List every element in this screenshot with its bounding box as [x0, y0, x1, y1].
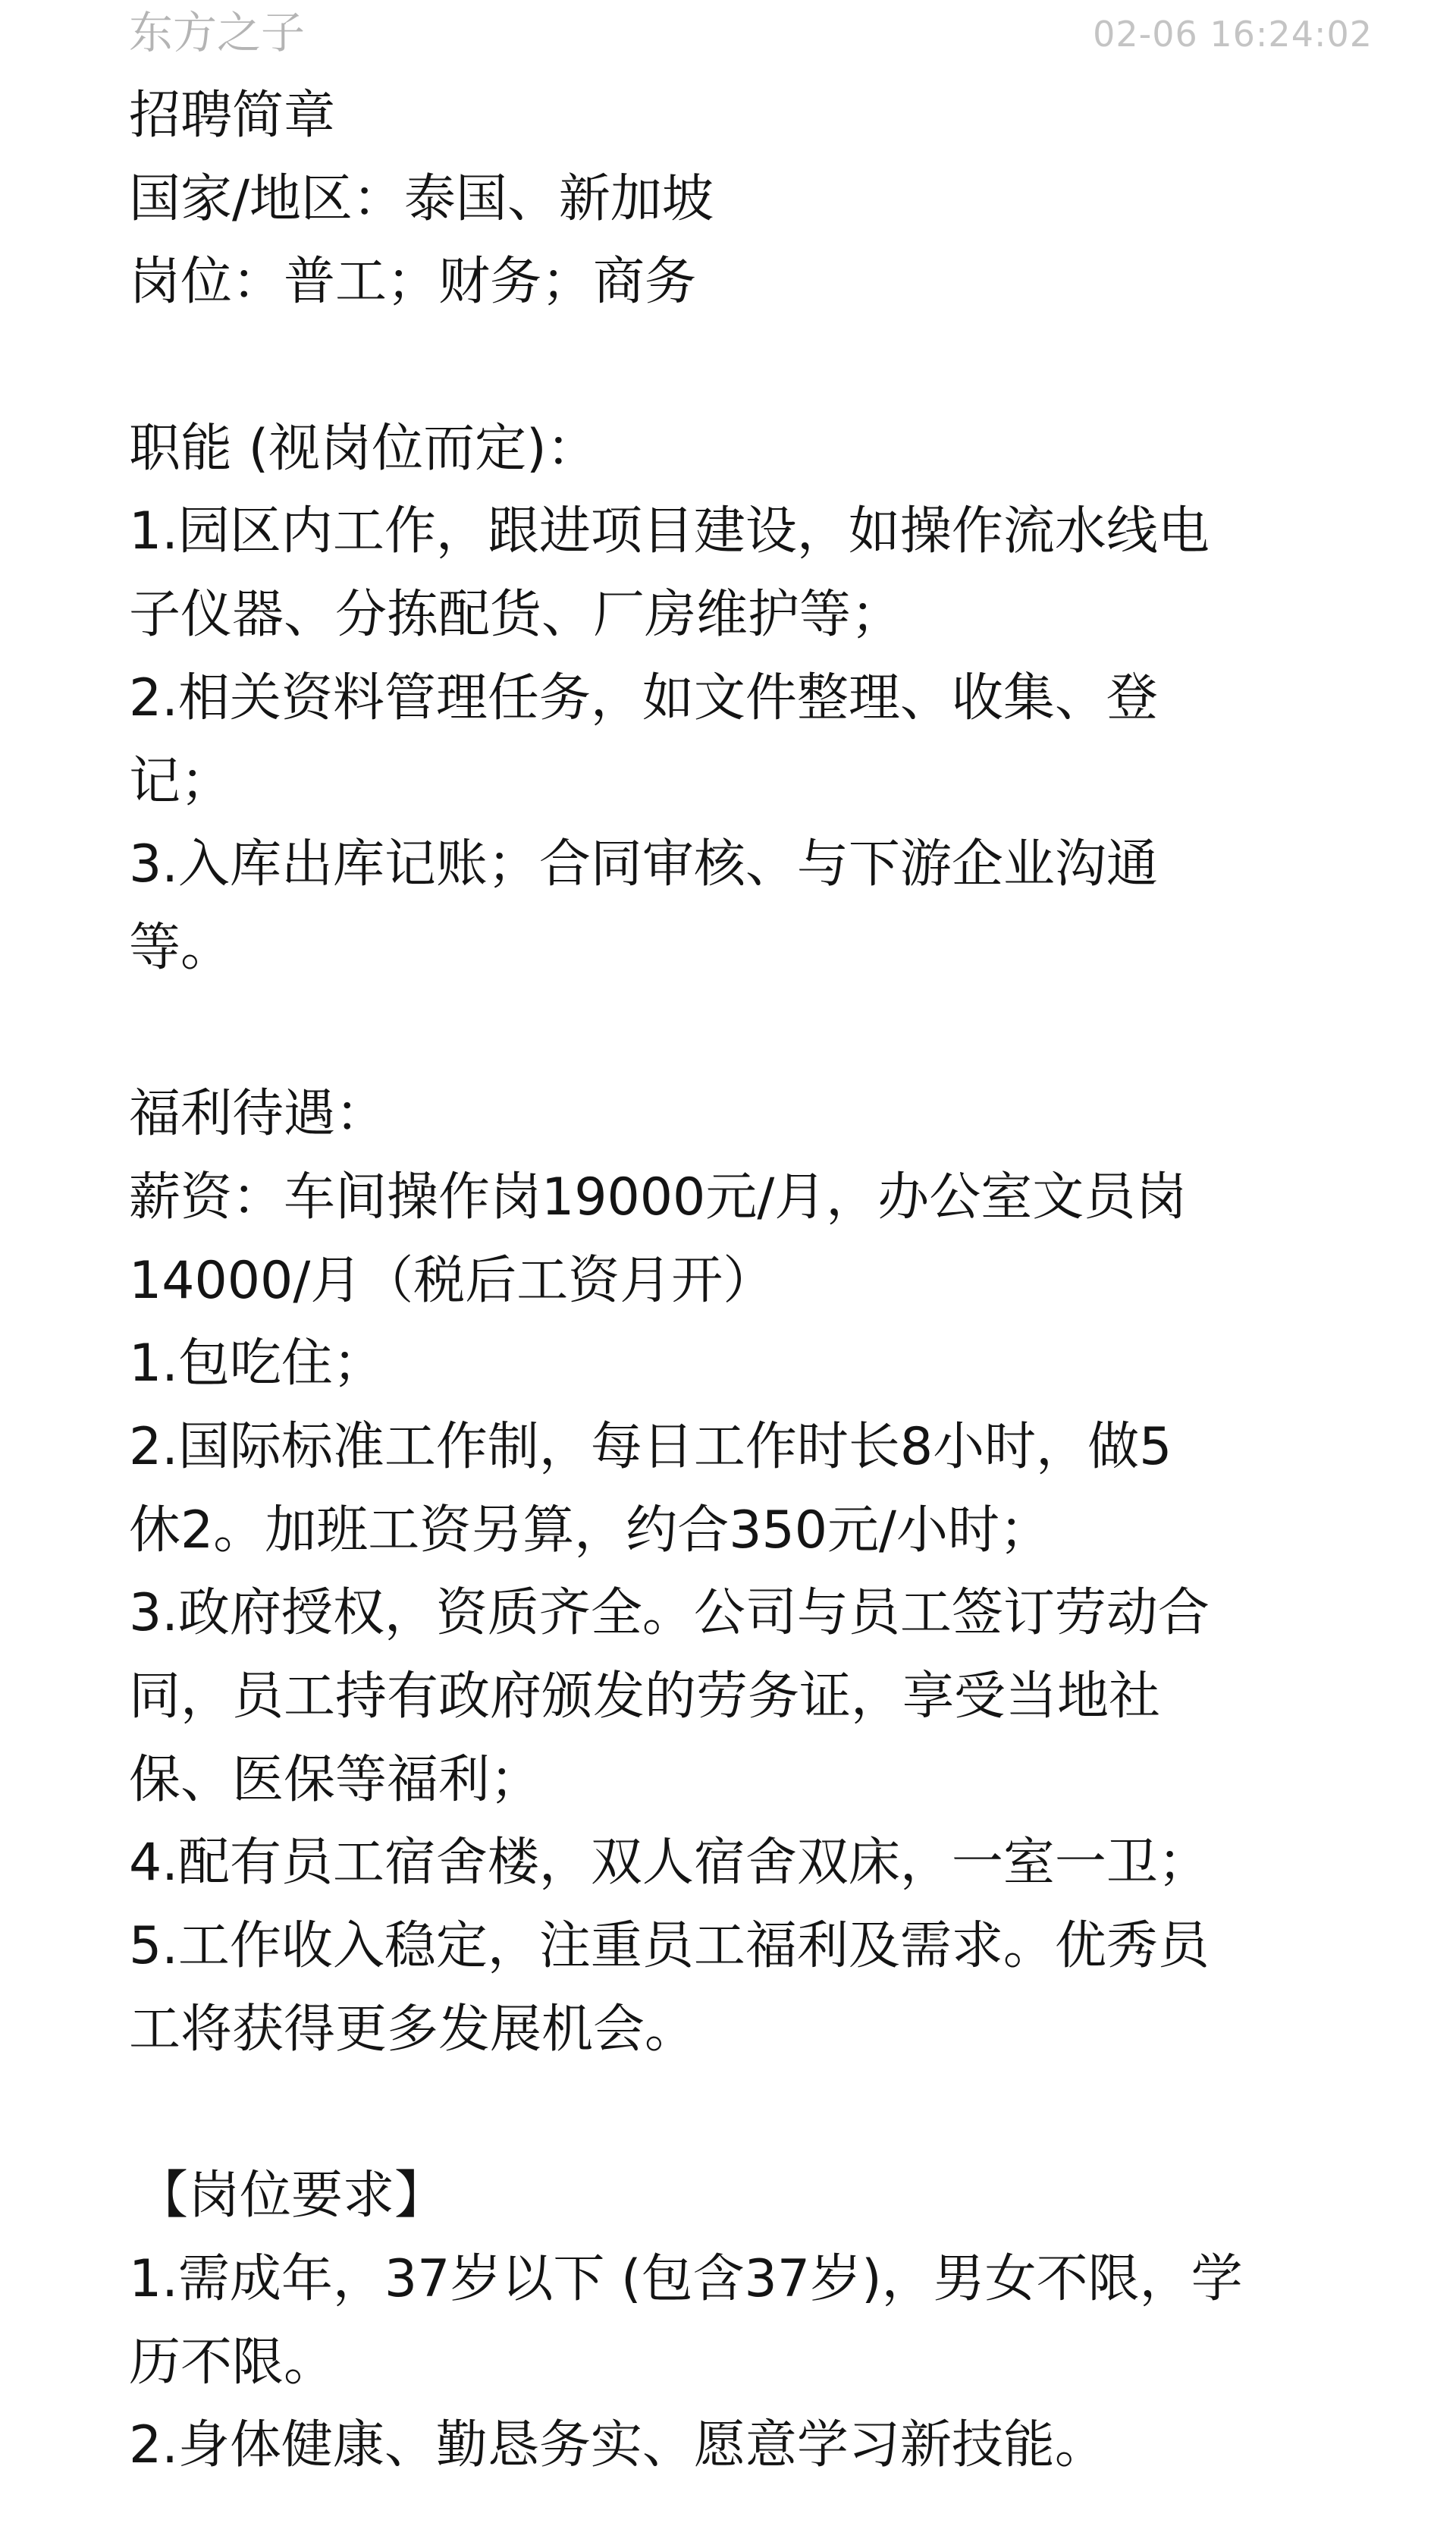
region-line: 国家/地区：泰国、新加坡: [129, 168, 714, 229]
benefits-line: 5.工作收入稳定，注重员工福利及需求。优秀员: [129, 1916, 1210, 1977]
benefits-line: 同，员工持有政府颁发的劳务证，享受当地社: [129, 1667, 1161, 1727]
benefits-line: 薪资：车间操作岗19000元/月，办公室文员岗: [129, 1167, 1188, 1227]
duties-line: 子仪器、分拣配货、厂房维护等；: [129, 585, 903, 646]
benefits-line: 休2。加班工资另算，约合350元/小时；: [129, 1500, 1051, 1560]
blank-line: [129, 990, 1357, 1073]
benefits-line: 保、医保等福利；: [129, 1749, 542, 1810]
recruitment-title: 招聘简章: [129, 86, 336, 146]
duties-line: 等。: [129, 917, 233, 978]
benefits-heading: 福利待遇：: [129, 1084, 388, 1145]
message-header: [0, 0, 1456, 68]
duties-line: 3.入库出库记账；合同审核、与下游企业沟通: [129, 834, 1158, 895]
benefits-line: 1.包吃住；: [129, 1334, 384, 1394]
message-body: [129, 74, 1357, 2487]
sender-name[interactable]: 东方之子: [129, 7, 306, 58]
benefits-line: 2.国际标准工作制，每日工作时长8小时，做5: [129, 1417, 1172, 1477]
requirements-heading: 【岗位要求】: [136, 2166, 447, 2226]
duties-line: 1.园区内工作，跟进项目建设，如操作流水线电: [129, 501, 1210, 562]
benefits-line: 4.配有员工宿舍楼，双人宿舍双床，一室一卫；: [129, 1833, 1210, 1893]
benefits-line: 14000/月（税后工资月开）: [129, 1250, 775, 1311]
requirements-line: 1.需成年，37岁以下 (包含37岁)，男女不限，学: [129, 2248, 1243, 2309]
blank-line: [129, 2072, 1357, 2155]
duties-heading: 职能 (视岗位而定)：: [129, 418, 598, 479]
requirements-line: 2.身体健康、勤恳务实、愿意学习新技能。: [129, 2415, 1106, 2476]
duties-line: 记；: [129, 751, 233, 812]
benefits-line: 3.政府授权，资质齐全。公司与员工签订劳动合: [129, 1583, 1210, 1644]
benefits-line: 工将获得更多发展机会。: [129, 1999, 697, 2060]
requirements-line: 历不限。: [129, 2332, 336, 2393]
positions-line: 岗位：普工；财务；商务: [129, 252, 697, 313]
duties-line: 2.相关资料管理任务，如文件整理、收集、登: [129, 668, 1158, 728]
message-timestamp: 02-06 16:24:02: [1093, 14, 1373, 55]
blank-line: [129, 324, 1357, 407]
